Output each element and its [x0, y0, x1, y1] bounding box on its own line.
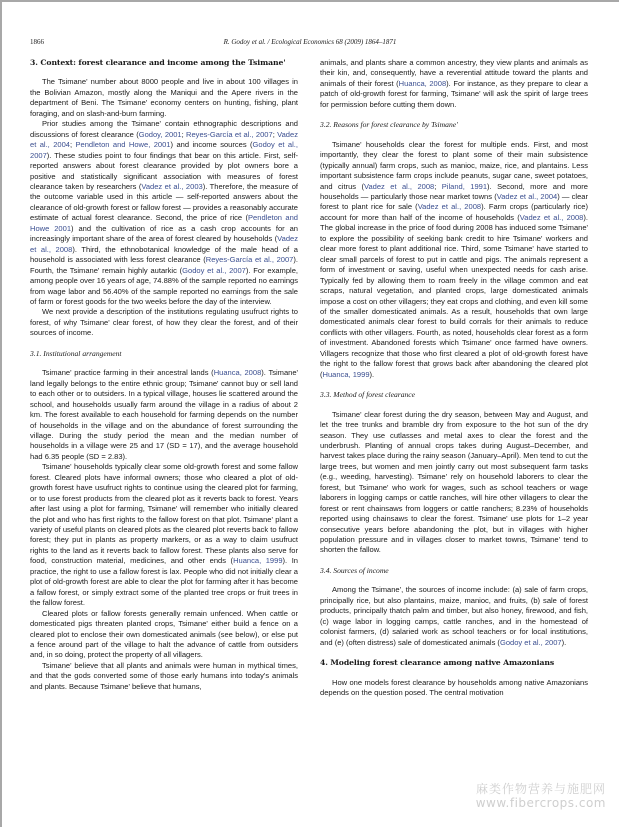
journal-citation: R. Godoy et al. / Ecological Economics 68 (2009) 1864–1871 [223, 38, 397, 46]
paragraph: Among the Tsimane', the sources of income include: (a) sale of farm crops, principally rice, but also plantains, maize, manioc, and fruits, (b) sale of forest products, principally thatch palm and timber, but also honey, firewood, and fish, (c) wage labor in logging camps, cattle ranches, and in the homestead of colonist farmers, (d) salaried work as school teachers or for local institutions, and (e) (often distress) sale of domesticated animals (Godoy et al., 2007). [320, 585, 588, 647]
paragraph: Tsimane' practice farming in their ancestral lands (Huanca, 2008). Tsimane' land legally belongs to the entire ethnic group; Tsimane' cannot buy or sell land to each other or to outsiders. In a typical village, houses lie scattered around the school, and households usually farm around the village in a radius of about 2 km. The forest available to each household for farming depends on the number of households in the village and on the abundance of forest surrounding the village. During the study period the mean and the median number of households in a village were 25 and 17 (SD = 17), and the average household had 6.35 people (SD = 2.83). [30, 368, 298, 461]
citation-link[interactable]: Vadez et al., 2003 [141, 181, 203, 191]
right-column [320, 58, 588, 698]
page-number: 1866 [30, 38, 44, 46]
paragraph: Prior studies among the Tsimane' contain ethnographic descriptions and discussions of forest clearance (Godoy, 2001; Reyes-García et al., 2007; Vadez et al., 2004; Pendleton and Howe, 2001) and income sources (Godoy et al., 2007). These studies point to four findings that bear on this article. First, self-reported answers about forest clearance provided by plot owners bore a positive and statistically significant association with measures of forest clearance taken by researchers (Vadez et al., 2003). Therefore, the measure of the outcome variable used in this article — self-reported answers about the clearance of old-growth forest or fallow forest — provides a reasonably accurate estimate of actual forest clearance. Second, the price of rice (Pendleton and Howe 2001) and the cultivation of rice as a cash crop accounts for an increasingly important share of the area of forest cleared by households (Vadez et al., 2008). Third, the ethnobotanical knowledge of the male head of a household is associated with less forest clearance (Reyes-García et al., 2007). Fourth, the Tsimane' remain highly autarkic (Godoy et al., 2007). For example, among people over 16 years of age, 74.88% of the sample reported no earnings from wage labor and 56.40% of the sample reported no earnings from the sale of farm or forest goods for the two weeks before the day of the interview. [30, 119, 299, 306]
watermark-chinese-text: 麻类作物营养与施肥网 [475, 782, 606, 796]
citation-link[interactable]: Pendleton and Howe 2001 [30, 213, 298, 233]
paragraph: The Tsimane' number about 8000 people and live in about 100 villages in the Bolivian Amazon, mostly along the Maniqui and the Apere rivers in the department of Beni. The Tsimane' economy centers on hunting, fishing, plant foraging, and on slash-and-burn farming. [30, 77, 298, 118]
citation-link[interactable]: Godoy, 2001 [138, 129, 182, 139]
paragraph: Tsimane' believe that all plants and animals were human in mythical times, and that the gods converted some of those early humans into today's animals and plants. Because Tsimane' believe that humans, [30, 660, 298, 691]
subsection-3-1-heading: 3.1. Institutional arrangement [30, 348, 122, 358]
left-column [30, 58, 298, 692]
citation-link[interactable]: Huanca, 2008 [398, 78, 447, 88]
citation-link[interactable]: Vadez et al., 2008 [417, 202, 482, 212]
subsection-3-3-heading: 3.3. Method of forest clearance [320, 390, 416, 400]
citation-link[interactable]: Huanca, 1999 [322, 369, 370, 379]
citation-link[interactable]: Vadez et al., 2004 [30, 129, 298, 150]
section-4-heading: 4. Modeling forest clearance among native Amazonians [320, 658, 555, 668]
citation-link[interactable]: Pendleton and Howe, 2001 [75, 140, 171, 150]
citation-link[interactable]: Godoy et al., 2007 [30, 140, 298, 160]
citation-link[interactable]: Vadez et al., 2008 [363, 181, 435, 191]
paragraph: Tsimane' households typically clear some old-growth forest and some fallow forest. Cleared plots have informal owners; those who cleared a plot of old-growth forest have usufruct rights to continue using the cleared plot for farming, or to use forest products from the cleared plot as it reverts back to forest. Years after last using a plot for farming, Tsimane' will remember who initially cleared the plot and who has first rights to the fallow forest on that plot. Tsimane' plant a variety of useful plants on cleared plots as the cleared plot reverts back to fallow forest; they put in plants as property markers, or as a way to claim usufruct rights to the land as it reverts back to fallow forest. These plants also serve for food, construction material, medicines, and other ends (Huanca, 1999). In practice, the right to use a fallow forest is lax. People who did not initially clear a plot of old-growth forest are able to clear the plot for farming after it has become a fallow forest, or simply extract some of the planted tree crops or fruit trees in the fallow forest. [30, 462, 298, 608]
paragraph: Tsimane' clear forest during the dry season, between May and August, and let the tree trunks and bramble dry from exposure to the hot sun of the dry season. They use cutlasses and metal axes to clear the forest and the underbrush. Planting of annual crops takes during August–December, and harvest takes place during the rainy season (January–April). Men tend to cut the large trees, but women and men jointly carry out most subsequent farm tasks (e.g., weeding, harvesting). Tsimane' rely on household laborers to clear the forest, but Tsimane' who work for wages, such as school teachers or wage laborers in logging camps or cattle ranches, will hire other villagers to clear the forest or rent chainsaws from loggers or cattle ranchers; 8.23% of households reported using chainsaws to clear the forest. Tsimane' use plots for 1–2 year consecutive years before abandoning the plot, but in villages with higher population pressure and in villages closer to market towns, Tsimane' tend to shorten the fallow. [320, 409, 588, 555]
watermark-url: www.fibercrops.com [475, 796, 606, 810]
citation-link[interactable]: Reyes-García et al., 2007 [205, 255, 294, 265]
citation-link[interactable]: Godoy et al., 2007 [182, 265, 246, 275]
paragraph: animals, and plants share a common ancestry, they view plants and animals as their kin, and, consequently, have a reverential attitude toward the plants and animals of their forest (Huanca, 2008). For instance, as they prepare to clear a patch of old-growth forest for farming, Tsimane' will ask the spirit of large trees for permission before cutting them down. [320, 58, 588, 109]
subsection-3-2-heading: 3.2. Reasons for forest clearance by Tsimane' [320, 120, 458, 130]
paragraph: Tsimane' households clear the forest for multiple ends. First, and most importantly, they clear the forest to plant some of their main subsistence (typically annual) farm crops, such as manioc, maize, rice, and plantains. Less important subsistence farm crops include peanuts, sugar cane, sweet potatoes, and citrus (Vadez et al., 2008; Piland, 1991). Second, more and more households — particularly those near market towns (Vadez et al., 2004) — clear forest to plant rice for sale (Vadez et al., 2008). Farm crops (particularly rice) account for more than half of the income of households (Vadez et al., 2008). The global increase in the price of food during 2008 has induced some Tsimane' to explore the possibility of seeking bank credit to hire Tsimane' workers and clear more forest to plant additional rice. Third, some Tsimane' have started to clear small parcels of forest to put in cattle and pigs. The animals represent a form of investment or saving, useful when unexpected needs for cash arise. Typically fed by allowing them to roam freely in the village common and eat scraps, natural vegetation, and planted crops, large domesticated animals impose a cost on other villagers; they eat crops and clothing, and even kill some of the smaller domesticated animals. As a result, households that own large domesticated animals clear forest to build corrals for their animals to reduce conflicts with other villagers. Fourth, as noted, households clear forest as a form of investment. Abandoned forests which Tsimane' once farmed have owners. Villagers recognize that those who first cleared a plot of old-growth forest have the right to the fallow forest that grows back after abandoning the cleared plot (Huanca, 1999). [320, 139, 589, 379]
citation-link[interactable]: Godoy et al., 2007 [499, 637, 562, 647]
paragraph: How one models forest clearance by households among native Amazonians depends on the question posed. The central motivation [320, 677, 588, 698]
subsection-3-4-heading: 3.4. Sources of income [320, 565, 389, 575]
paragraph: Cleared plots or fallow forests generally remain unfenced. When cattle or domesticated pigs threaten planted crops, Tsimane' either build a fence on a cleared plot to enclose their own domesticated animals (see below), or else put a fence around part of the village to halt the advance of cattle from outsiders and, in so doing, protect the property of all villagers. [30, 608, 298, 660]
citation-link[interactable]: Vadez et al., 2004 [496, 191, 558, 201]
citation-link[interactable]: Vadez et al., 2008 [519, 212, 584, 222]
citation-link[interactable]: Piland, 1991 [441, 181, 488, 191]
citation-link[interactable]: Huanca, 2008 [213, 368, 262, 378]
section-3-heading: 3. Context: forest clearance and income among the Tsimane' [30, 58, 286, 67]
watermark [476, 782, 606, 810]
citation-link[interactable]: Vadez et al., 2008 [30, 234, 298, 254]
citation-link[interactable]: Huanca, 1999 [233, 556, 283, 566]
paragraph: We next provide a description of the institutions regulating usufruct rights to forest, of why Tsimane' clear forest, of how they clear the forest, and of their sources of income. [30, 307, 298, 338]
citation-link[interactable]: Reyes-García et al., 2007 [186, 129, 273, 139]
running-header [30, 38, 590, 50]
